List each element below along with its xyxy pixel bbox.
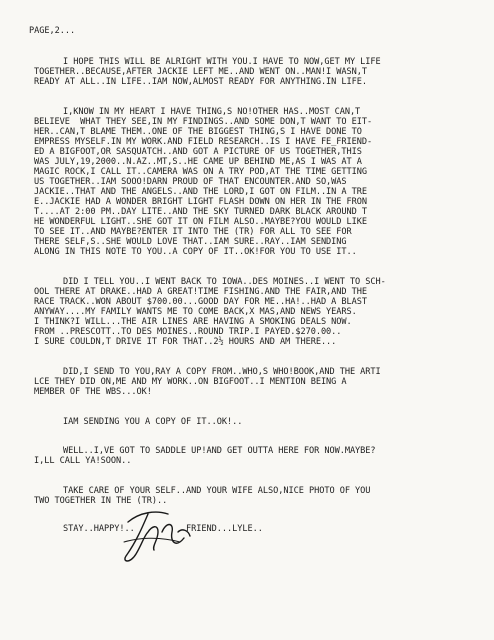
text-line: I SURE COULDN,T DRIVE IT FOR THAT..2½ HOURS AND AM THERE...: [34, 337, 337, 347]
text-line: HER..CAN,T BLAME THEM..ONE OF THE BIGGEST THING,S I HAVE DONE TO: [34, 127, 362, 137]
text-line: I,KNOW IN MY HEART I HAVE THING,S NO!OTHER HAS..MOST CAN,T: [63, 107, 361, 117]
text-line: TWO TOGETHER IN THE (TR)..: [34, 496, 168, 506]
text-line: TO SEE IT..AND MAYBE?ENTER IT INTO THE (TR) FOR ALL TO SEE FOR: [34, 227, 352, 237]
text-line: T....AT 2:00 PM..DAY LITE..AND THE SKY TURNED DARK BLACK AROUND T: [34, 207, 368, 217]
text-line: I,LL CALL YA!SOON..: [34, 456, 132, 466]
text-line: THERE SELF,S..SHE WOULD LOVE THAT..IAM SURE..RAY..IAM SENDING: [34, 237, 347, 247]
text-line: IAM SENDING YOU A COPY OF IT..OK!..: [63, 417, 243, 427]
page-header: PAGE,2...: [29, 26, 76, 36]
text-line: ED A BIGFOOT,OR SASQUATCH..AND GOT A PICTURE OF US TOGETHER,THIS: [34, 147, 362, 157]
text-line: ANYWAY....MY FAMILY WANTS ME TO COME BACK,X MAS,AND NEWS YEARS.: [34, 307, 357, 317]
text-line: MAGIC ROCK,I CALL IT..CAMERA WAS ON A TRY POD,AT THE TIME GETTING: [34, 167, 368, 177]
text-line: I HOPE THIS WILL BE ALRIGHT WITH YOU.I HAVE TO NOW,GET MY LIFE: [63, 57, 381, 67]
text-line: TOGETHER..BECAUSE,AFTER JACKIE LEFT ME..AND WENT ON..MAN!I WASN,T: [34, 67, 368, 77]
handwritten-signature: [118, 502, 198, 566]
text-line: TAKE CARE OF YOUR SELF..AND YOUR WIFE ALSO,NICE PHOTO OF YOU: [63, 486, 371, 496]
text-line: MEMBER OF THE WBS...OK!: [34, 387, 152, 397]
text-line: OOL THERE AT DRAKE..HAD A GREAT!TIME FISHING.AND THE FAIR,AND THE: [34, 287, 368, 297]
text-line: LCE THEY DID ON,ME AND MY WORK..ON BIGFOOT..I MENTION BEING A: [34, 377, 347, 387]
text-line: WELL..I,VE GOT TO SADDLE UP!AND GET OUTTA HERE FOR NOW.MAYBE?: [63, 446, 376, 456]
text-line: BELIEVE WHAT THEY SEE,IN MY FINDINGS..AND SOME DON,T WANT TO EIT-: [34, 117, 373, 127]
closing-left: STAY..HAPPY!..: [63, 524, 135, 534]
text-line: ALONG IN THIS NOTE TO YOU..A COPY OF IT..OK!FOR YOU TO USE IT..: [34, 247, 357, 257]
text-line: HE WONDERFUL LIGHT..SHE GOT IT ON FILM ALSO..MAYBE?YOU WOULD LIKE: [34, 217, 368, 227]
text-line: JACKIE..THAT AND THE ANGELS..AND THE LORD,I GOT ON FILM..IN A TRE: [34, 187, 368, 197]
text-line: I THINK?I WILL...THE AIR LINES ARE HAVING A SMOKING DEALS NOW.: [34, 317, 352, 327]
text-line: E..JACKIE HAD A WONDER BRIGHT LIGHT FLASH DOWN ON HER IN THE FRON: [34, 197, 368, 207]
text-line: EMPRESS MYSELF.IN MY WORK.AND FIELD RESEARCH..IS I HAVE FE_FRIEND-: [34, 137, 373, 147]
text-line: US TOGETHER..IAM SOOO!DARN PROUD OF THAT ENCOUNTER.AND SO,WAS: [34, 177, 347, 187]
text-line: READY AT ALL..IN LIFE..IAM NOW,ALMOST READY FOR ANYTHING.IN LIFE.: [34, 77, 368, 87]
text-line: RACE TRACK..WON ABOUT $700.00...GOOD DAY FOR ME..HA!..HAD A BLAST: [34, 297, 368, 307]
text-line: DID I TELL YOU..I WENT BACK TO IOWA..DES MOINES..I WENT TO SCH-: [63, 277, 386, 287]
text-line: WAS JULY,19,2000..N.AZ..MT,S..HE CAME UP BEHIND ME,AS I WAS AT A: [34, 157, 362, 167]
text-line: FROM ..PRESCOTT..TO DES MOINES..ROUND TRIP.I PAYED.$270.00..: [34, 327, 342, 337]
text-line: DID,I SEND TO YOU,RAY A COPY FROM..WHO,S WHO!BOOK,AND THE ARTI: [63, 367, 381, 377]
closing-signoff: FRIEND...LYLE..: [186, 524, 263, 534]
